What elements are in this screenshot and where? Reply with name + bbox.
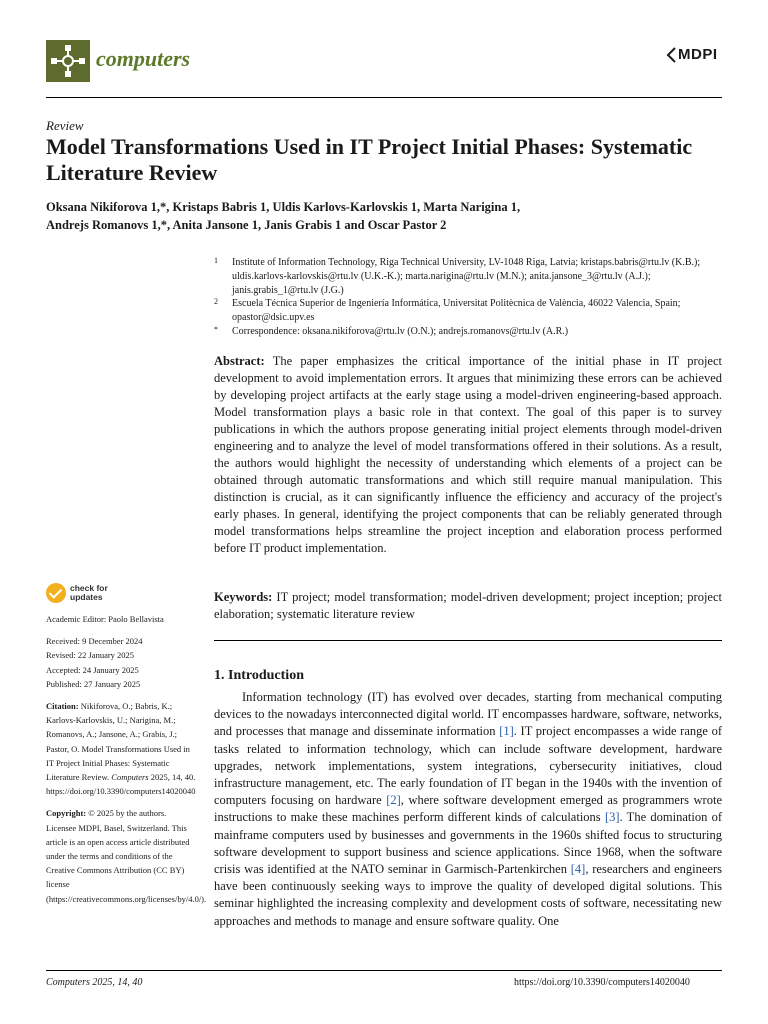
check-for-updates-badge[interactable] <box>46 583 108 603</box>
mdpi-bracket-icon <box>666 47 676 63</box>
check-updates-text <box>70 584 108 602</box>
affiliation-mark: 1 <box>214 256 218 265</box>
affiliation-mark: 2 <box>214 297 218 307</box>
publisher-logo <box>666 46 718 63</box>
intro-text: , researchers and engineers have been continuously seeking ways to improve the quality of developed digital solutions. This seminar highlighted the increasing complexity and development costs of software, necessitating new approaches and methods to manage and ensure software quality. One <box>214 862 723 928</box>
intro-text: , where software development emerged as programmers wrote instructions to make these machines perform different kinds of calculations <box>214 793 722 825</box>
citation-doi[interactable]: https://doi.org/10.3390/computers14020040 <box>46 786 196 797</box>
citation-text: Nikiforova, O.; Babris, K.; Karlovs-Karlovskis, U.; Narigina, M.; Romanovs, A.; Jansone, A.; Grabis, J.; Pastor, O. Model Transformations Used in IT Project Initial Phases: Systematic Literature Review. <box>46 701 190 783</box>
citation-link[interactable]: [4] <box>570 862 586 877</box>
intro-paragraph <box>214 689 722 930</box>
footer-citation: Computers 2025, 14, 40 <box>46 977 143 988</box>
check-icon <box>46 583 66 603</box>
citation-link[interactable]: [1] <box>499 724 514 739</box>
keywords-text: IT project; model transformation; model-driven development; project inception; project elaboration; systematic literature review <box>214 590 722 621</box>
publisher-name: MDPI <box>678 46 718 63</box>
journal-name: computers <box>96 46 191 71</box>
affiliation-text: Escuela Técnica Superior de Ingeniería Informática, Universitat Politècnica de València, 46022 Valencia, Spain; opastor@dsic.upv.es <box>232 298 681 324</box>
affiliation-text: Correspondence: oksana.nikiforova@rtu.lv (O.N.); andrejs.romanovs@rtu.lv (A.R.) <box>232 325 569 337</box>
article-title: Model Transformations Used in IT Project Initial Phases: Systematic Literature Review <box>46 134 693 185</box>
correspondence <box>214 325 724 339</box>
abstract-label: Abstract: <box>214 354 265 368</box>
citation-link[interactable]: [3] <box>604 810 620 825</box>
authors-line-2: Andrejs Romanovs 1,*, Anita Jansone 1, Janis Grabis 1 and Oscar Pastor 2 <box>46 218 447 232</box>
citation-volume: 2025, 14, 40. <box>150 772 196 783</box>
citation-label: Citation: <box>46 701 79 712</box>
citation-link[interactable]: [2] <box>386 793 401 808</box>
academic-editor: Academic Editor: Paolo Bellavista <box>46 614 164 624</box>
intro-text: . The domination of mainframe computers used by businesses and governments in the 1960s shifted focus to structuring software development to support business and science applications. Since 1968, when the software crisis was identified at the NATO seminar in Garmisch-Partenkirchen <box>214 810 722 877</box>
published-date: Published: 27 January 2025 <box>46 678 141 689</box>
keywords-divider <box>214 640 722 641</box>
abstract-text: The paper emphasizes the critical importance of the initial phase in IT project development to avoid implementation errors. It argues that minimizing these errors can be achieved by developing project artifacts at the early stage using a model-driven engineering-based approach. Model transformation plays a basic role in that context. The goal of this paper is to survey publications in which the authors propose generating initial project elements through model-driven engineering and to analyze the level of model transformations offered in their solutions. As a result, the authors would highlight the necessity of understanding which elements of a project can be obtained through automatic transformations and which still require manual manipulation. This distinction is crucial, as it can significantly influence the efficiency and accuracy of the project's early phases. In general, identifying the project components that can be reliably generated through model transformations helps streamline the project inception and elaboration process performed before IT product implementation. <box>214 354 723 555</box>
intro-text: Information technology (IT) has evolved over decades, starting from mechanical computing devices to the nowadays interconnected digital world. IT encompasses hardware, software, networks, and processes that manage and disseminate information <box>214 690 722 739</box>
affiliation-2 <box>214 297 724 325</box>
article-info-sidebar <box>46 612 207 906</box>
check-updates-line: check for <box>70 583 108 593</box>
keywords <box>214 589 722 623</box>
received-date: Received: 9 December 2024 <box>46 636 143 647</box>
check-updates-line: updates <box>70 592 103 602</box>
footer-doi[interactable]: https://doi.org/10.3390/computers14020040 <box>514 977 690 988</box>
affiliation-mark: * <box>214 324 218 334</box>
affiliations <box>214 256 724 339</box>
revised-date: Revised: 22 January 2025 <box>46 650 135 661</box>
accepted-date: Accepted: 24 January 2025 <box>46 664 139 675</box>
copyright <box>46 806 207 905</box>
article-type: Review <box>46 118 84 133</box>
keywords-label: Keywords: <box>214 590 273 604</box>
journal-logo <box>46 40 90 82</box>
affiliation-text: Institute of Information Technology, Riga Technical University, LV-1048 Riga, Latvia; kristaps.babris@rtu.lv (K.B.); uldis.karlovs-karlovskis@rtu.lv (U.K.-K.); marta.narigina@rtu.lv (M.N.); anita.jansone_3@rtu.lv (A.J.); janis.grabis_1@rtu.lv (J.G.) <box>232 257 701 296</box>
header-divider <box>46 97 722 98</box>
affiliation-1 <box>214 256 724 297</box>
citation-journal: Computers <box>111 772 149 783</box>
abstract <box>214 353 722 557</box>
author-list <box>46 198 726 234</box>
copyright-text: © 2025 by the authors. Licensee MDPI, Basel, Switzerland. This article is an open access article distributed under the terms and conditions of the Creative Commons Attribution (CC BY) license (https://creativecommons.org/licenses/by/4.0/). <box>46 808 207 904</box>
network-icon <box>46 40 90 82</box>
authors-line-1: Oksana Nikiforova 1,*, Kristaps Babris 1, Uldis Karlovs-Karlovskis 1, Marta Narigina 1, <box>46 200 521 214</box>
intro-text: . IT project encompasses a wide range of tasks related to information technology, which can include software development, hardware upgrades, network implementations, system integrations, cybersecurity initiatives, cloud infrastructure management, etc. The early foundation of IT began in the 1940s with the invention of computers focusing on hardware <box>214 724 723 808</box>
copyright-label: Copyright: <box>46 808 87 819</box>
section-heading: 1. Introduction <box>214 668 304 683</box>
citation <box>46 699 196 798</box>
footer-divider <box>46 970 722 971</box>
